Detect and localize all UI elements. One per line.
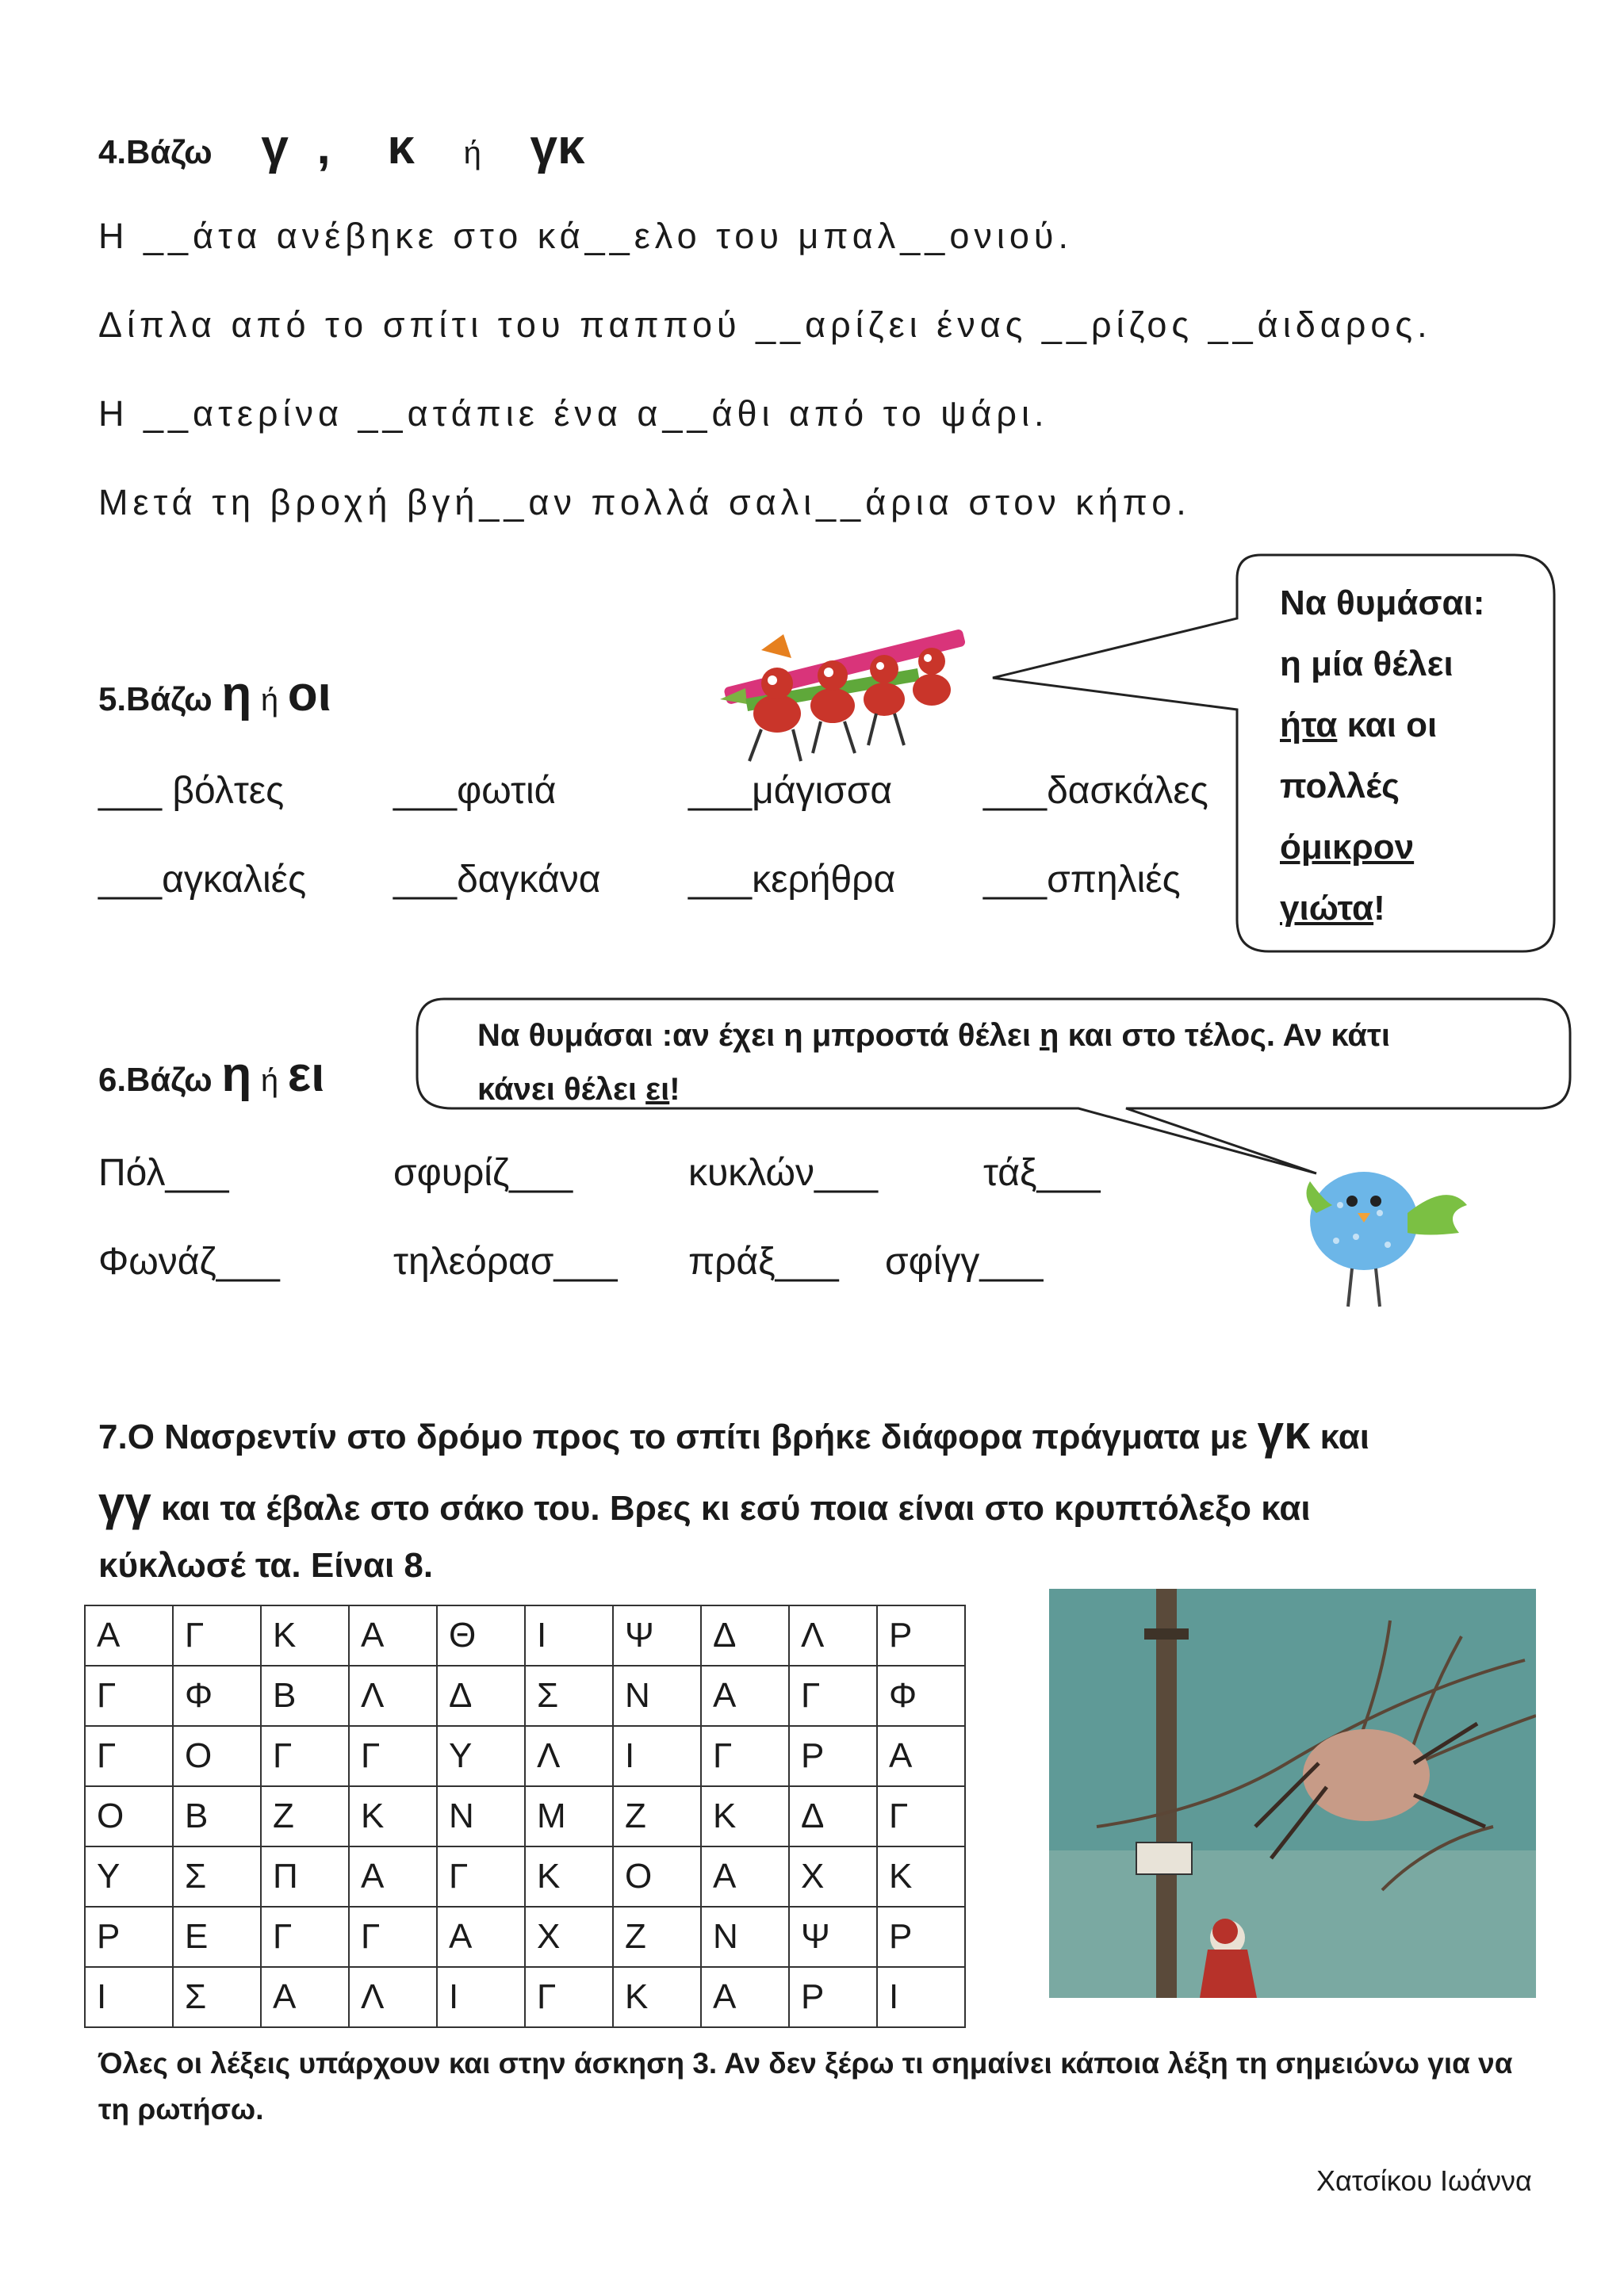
grid-cell[interactable]: Γ: [701, 1726, 789, 1786]
grid-cell[interactable]: Γ: [437, 1846, 525, 1907]
grid-cell[interactable]: Π: [261, 1846, 349, 1907]
grid-cell[interactable]: Χ: [525, 1907, 613, 1967]
grid-cell[interactable]: Χ: [789, 1846, 877, 1907]
grid-cell[interactable]: Φ: [877, 1666, 965, 1726]
bubble-iota-word: γιώτα: [1280, 889, 1374, 928]
grid-cell[interactable]: Υ: [85, 1846, 173, 1907]
grid-cell[interactable]: Ζ: [613, 1786, 701, 1846]
grid-cell[interactable]: Δ: [701, 1605, 789, 1666]
grid-cell[interactable]: Ι: [85, 1967, 173, 2027]
ex6-bubble-part-2: και στο τέλος. Αν κάτι: [1059, 1018, 1390, 1053]
author-name: Χατσίκου Ιωάννα: [1316, 2164, 1532, 2197]
ex6-bubble-ei: ει: [645, 1072, 670, 1107]
ex5-word: ___δαγκάνα: [393, 859, 601, 901]
grid-cell[interactable]: Ζ: [613, 1907, 701, 1967]
grid-cell[interactable]: Γ: [85, 1666, 173, 1726]
ex5-word: ___σπηλιές: [983, 859, 1181, 901]
grid-cell[interactable]: Γ: [349, 1726, 437, 1786]
grid-cell[interactable]: Α: [701, 1967, 789, 2027]
ex6-heading: [98, 1047, 324, 1103]
grid-cell[interactable]: Ρ: [877, 1605, 965, 1666]
ex4-sentence-1: Η __άτα ανέβηκε στο κά__ελο του μπαλ__ονιού.: [98, 216, 1073, 256]
bubble-line-3-rest: και οι: [1337, 706, 1438, 744]
grid-cell[interactable]: Α: [877, 1726, 965, 1786]
bubble-eta-word: ήτα: [1280, 706, 1338, 744]
ex6-option-eta: η: [221, 1047, 252, 1102]
grid-cell[interactable]: Κ: [349, 1786, 437, 1846]
ex4-option-g: γ: [261, 120, 289, 174]
ex7-text-2: και: [1310, 1418, 1370, 1456]
grid-cell[interactable]: Λ: [789, 1605, 877, 1666]
grid-cell[interactable]: Κ: [261, 1605, 349, 1666]
grid-cell[interactable]: Ο: [173, 1726, 261, 1786]
grid-row: [85, 1605, 965, 1666]
grid-row: [85, 1666, 965, 1726]
grid-cell[interactable]: Δ: [789, 1786, 877, 1846]
grid-cell[interactable]: Α: [85, 1605, 173, 1666]
grid-cell[interactable]: Ρ: [789, 1726, 877, 1786]
nasreddin-scene-illustration: [1049, 1589, 1536, 1998]
grid-cell[interactable]: Θ: [437, 1605, 525, 1666]
grid-cell[interactable]: Γ: [261, 1907, 349, 1967]
ex4-title: 4.Βάζω: [98, 133, 213, 170]
ex5-word: ___φωτιά: [393, 770, 557, 812]
grid-cell[interactable]: Μ: [525, 1786, 613, 1846]
grid-cell[interactable]: Κ: [613, 1967, 701, 2027]
ex6-bubble-part-4: !: [669, 1072, 680, 1107]
ex6-word: τηλεόρασ___: [393, 1241, 618, 1283]
grid-cell[interactable]: Σ: [173, 1846, 261, 1907]
ex5-or: ή: [260, 683, 279, 718]
blue-bird-illustration: [1300, 1158, 1475, 1316]
grid-cell[interactable]: Κ: [877, 1846, 965, 1907]
ex7-note-line-2: τη ρωτήσω.: [98, 2093, 264, 2126]
ex7-text-1: 7.Ο Νασρεντίν στο δρόμο προς το σπίτι βρήκε διάφορα πράγματα με: [98, 1418, 1258, 1456]
grid-cell[interactable]: Ι: [525, 1605, 613, 1666]
grid-cell[interactable]: Γ: [877, 1786, 965, 1846]
grid-cell[interactable]: Ι: [437, 1967, 525, 2027]
grid-row: [85, 1786, 965, 1846]
ex6-or: ή: [260, 1063, 279, 1098]
ex6-reminder-text: [477, 1008, 1390, 1116]
grid-cell[interactable]: Γ: [261, 1726, 349, 1786]
ex4-heading: [98, 119, 585, 175]
ex5-word: ___αγκαλιές: [98, 859, 307, 901]
grid-cell[interactable]: Ο: [85, 1786, 173, 1846]
ex6-word: Πόλ___: [98, 1152, 229, 1194]
ex4-sentence-4: Μετά τη βροχή βγή__αν πολλά σαλι__άρια στον κήπο.: [98, 482, 1191, 522]
grid-cell[interactable]: Ο: [613, 1846, 701, 1907]
ex4-comma: ,: [316, 120, 331, 174]
grid-cell[interactable]: Υ: [437, 1726, 525, 1786]
grid-cell[interactable]: Β: [173, 1786, 261, 1846]
grid-cell[interactable]: Λ: [525, 1726, 613, 1786]
grid-cell[interactable]: Ψ: [789, 1907, 877, 1967]
grid-cell[interactable]: Ρ: [85, 1907, 173, 1967]
ex6-word: Φωνάζ___: [98, 1241, 280, 1283]
grid-cell[interactable]: Γ: [349, 1907, 437, 1967]
grid-cell[interactable]: Φ: [173, 1666, 261, 1726]
ex5-title: 5.Βάζω: [98, 680, 213, 718]
ex5-heading: [98, 666, 331, 722]
ex7-gg-letters: γγ: [98, 1477, 151, 1530]
grid-cell[interactable]: Λ: [349, 1666, 437, 1726]
grid-cell[interactable]: Ρ: [877, 1907, 965, 1967]
ex6-word: σφυρίζ___: [393, 1152, 573, 1194]
ex5-word: ___ βόλτες: [98, 770, 285, 812]
ex6-bubble-part-1: Να θυμάσαι :αν έχει η μπροστά θέλει: [477, 1018, 1040, 1053]
grid-cell[interactable]: Α: [437, 1907, 525, 1967]
grid-cell[interactable]: Γ: [173, 1605, 261, 1666]
word-search-grid: [84, 1605, 966, 2028]
ex4-sentence-2: Δίπλα από το σπίτι του παππού __αρίζει ένας __ρίζος __άιδαρος.: [98, 304, 1432, 345]
grid-cell[interactable]: Ι: [613, 1726, 701, 1786]
ex6-title: 6.Βάζω: [98, 1061, 213, 1098]
grid-row: [85, 1907, 965, 1967]
grid-cell[interactable]: Ν: [613, 1666, 701, 1726]
ex6-word: τάξ___: [983, 1152, 1101, 1194]
ex7-note: [98, 2041, 1512, 2133]
grid-cell[interactable]: Ν: [437, 1786, 525, 1846]
ex6-word: σφίγγ___: [885, 1241, 1044, 1283]
grid-row: [85, 1726, 965, 1786]
ex7-text-3: και τα έβαλε στο σάκο του. Βρες κι εσύ ποια είναι στο κρυπτόλεξο και: [151, 1489, 1311, 1528]
grid-cell[interactable]: Α: [349, 1846, 437, 1907]
grid-cell[interactable]: Ζ: [261, 1786, 349, 1846]
grid-cell[interactable]: Ε: [173, 1907, 261, 1967]
ex6-option-ei: ει: [287, 1047, 325, 1102]
ex5-option-eta: η: [221, 667, 252, 721]
grid-cell[interactable]: Γ: [85, 1726, 173, 1786]
ex5-option-oi: οι: [287, 667, 331, 721]
grid-row: [85, 1967, 965, 2027]
grid-cell[interactable]: Ι: [877, 1967, 965, 2027]
ex5-word: ___μάγισσα: [688, 770, 893, 812]
grid-cell[interactable]: Κ: [525, 1846, 613, 1907]
bubble-line-1: Να θυμάσαι:: [1280, 584, 1485, 622]
ex7-gk-letters: γκ: [1257, 1406, 1311, 1459]
grid-cell[interactable]: Ψ: [613, 1605, 701, 1666]
grid-cell[interactable]: Λ: [349, 1967, 437, 2027]
ex5-word: ___κερήθρα: [688, 859, 896, 901]
ex6-bubble-eta: η: [1040, 1018, 1059, 1053]
grid-cell[interactable]: Σ: [173, 1967, 261, 2027]
ex4-or: ή: [463, 136, 481, 170]
grid-cell[interactable]: Δ: [437, 1666, 525, 1726]
ex4-option-gk: γκ: [530, 120, 585, 174]
ex7-note-line-1: Όλες οι λέξεις υπάρχουν και στην άσκηση 3. Αν δεν ξέρω τι σημαίνει κάποια λέξη τη σημειώνω για να: [98, 2047, 1513, 2080]
ex6-word: κυκλών___: [688, 1152, 879, 1194]
ex6-bubble-part-3: κάνει θέλει: [477, 1072, 646, 1107]
ants-with-pencil-illustration: [714, 610, 983, 769]
grid-cell[interactable]: Β: [261, 1666, 349, 1726]
grid-cell[interactable]: Σ: [525, 1666, 613, 1726]
ex7-instructions: [98, 1399, 1573, 1590]
grid-cell[interactable]: Γ: [789, 1666, 877, 1726]
grid-row: [85, 1846, 965, 1907]
grid-cell[interactable]: Α: [261, 1967, 349, 2027]
ex7-text-4: κύκλωσέ τα. Είναι 8.: [98, 1546, 434, 1585]
ex5-reminder-text: [1280, 572, 1484, 939]
grid-cell[interactable]: Γ: [525, 1967, 613, 2027]
grid-cell[interactable]: Α: [349, 1605, 437, 1666]
grid-cell[interactable]: Ν: [701, 1907, 789, 1967]
grid-cell[interactable]: Ρ: [789, 1967, 877, 2027]
ex5-word: ___δασκάλες: [983, 770, 1208, 812]
bubble-exclamation: !: [1373, 889, 1385, 928]
grid-cell[interactable]: Α: [701, 1846, 789, 1907]
ex4-sentence-3: Η __ατερίνα __ατάπιε ένα α__άθι από το ψάρι.: [98, 393, 1049, 434]
bubble-line-4: πολλές: [1280, 767, 1400, 806]
ex6-word: πράξ___: [688, 1241, 839, 1283]
grid-cell[interactable]: Α: [701, 1666, 789, 1726]
bubble-omicron-word: όμικρον: [1280, 828, 1415, 867]
bubble-line-2: η μία θέλει: [1280, 645, 1454, 683]
ex4-option-k: κ: [387, 120, 415, 174]
grid-cell[interactable]: Κ: [701, 1786, 789, 1846]
